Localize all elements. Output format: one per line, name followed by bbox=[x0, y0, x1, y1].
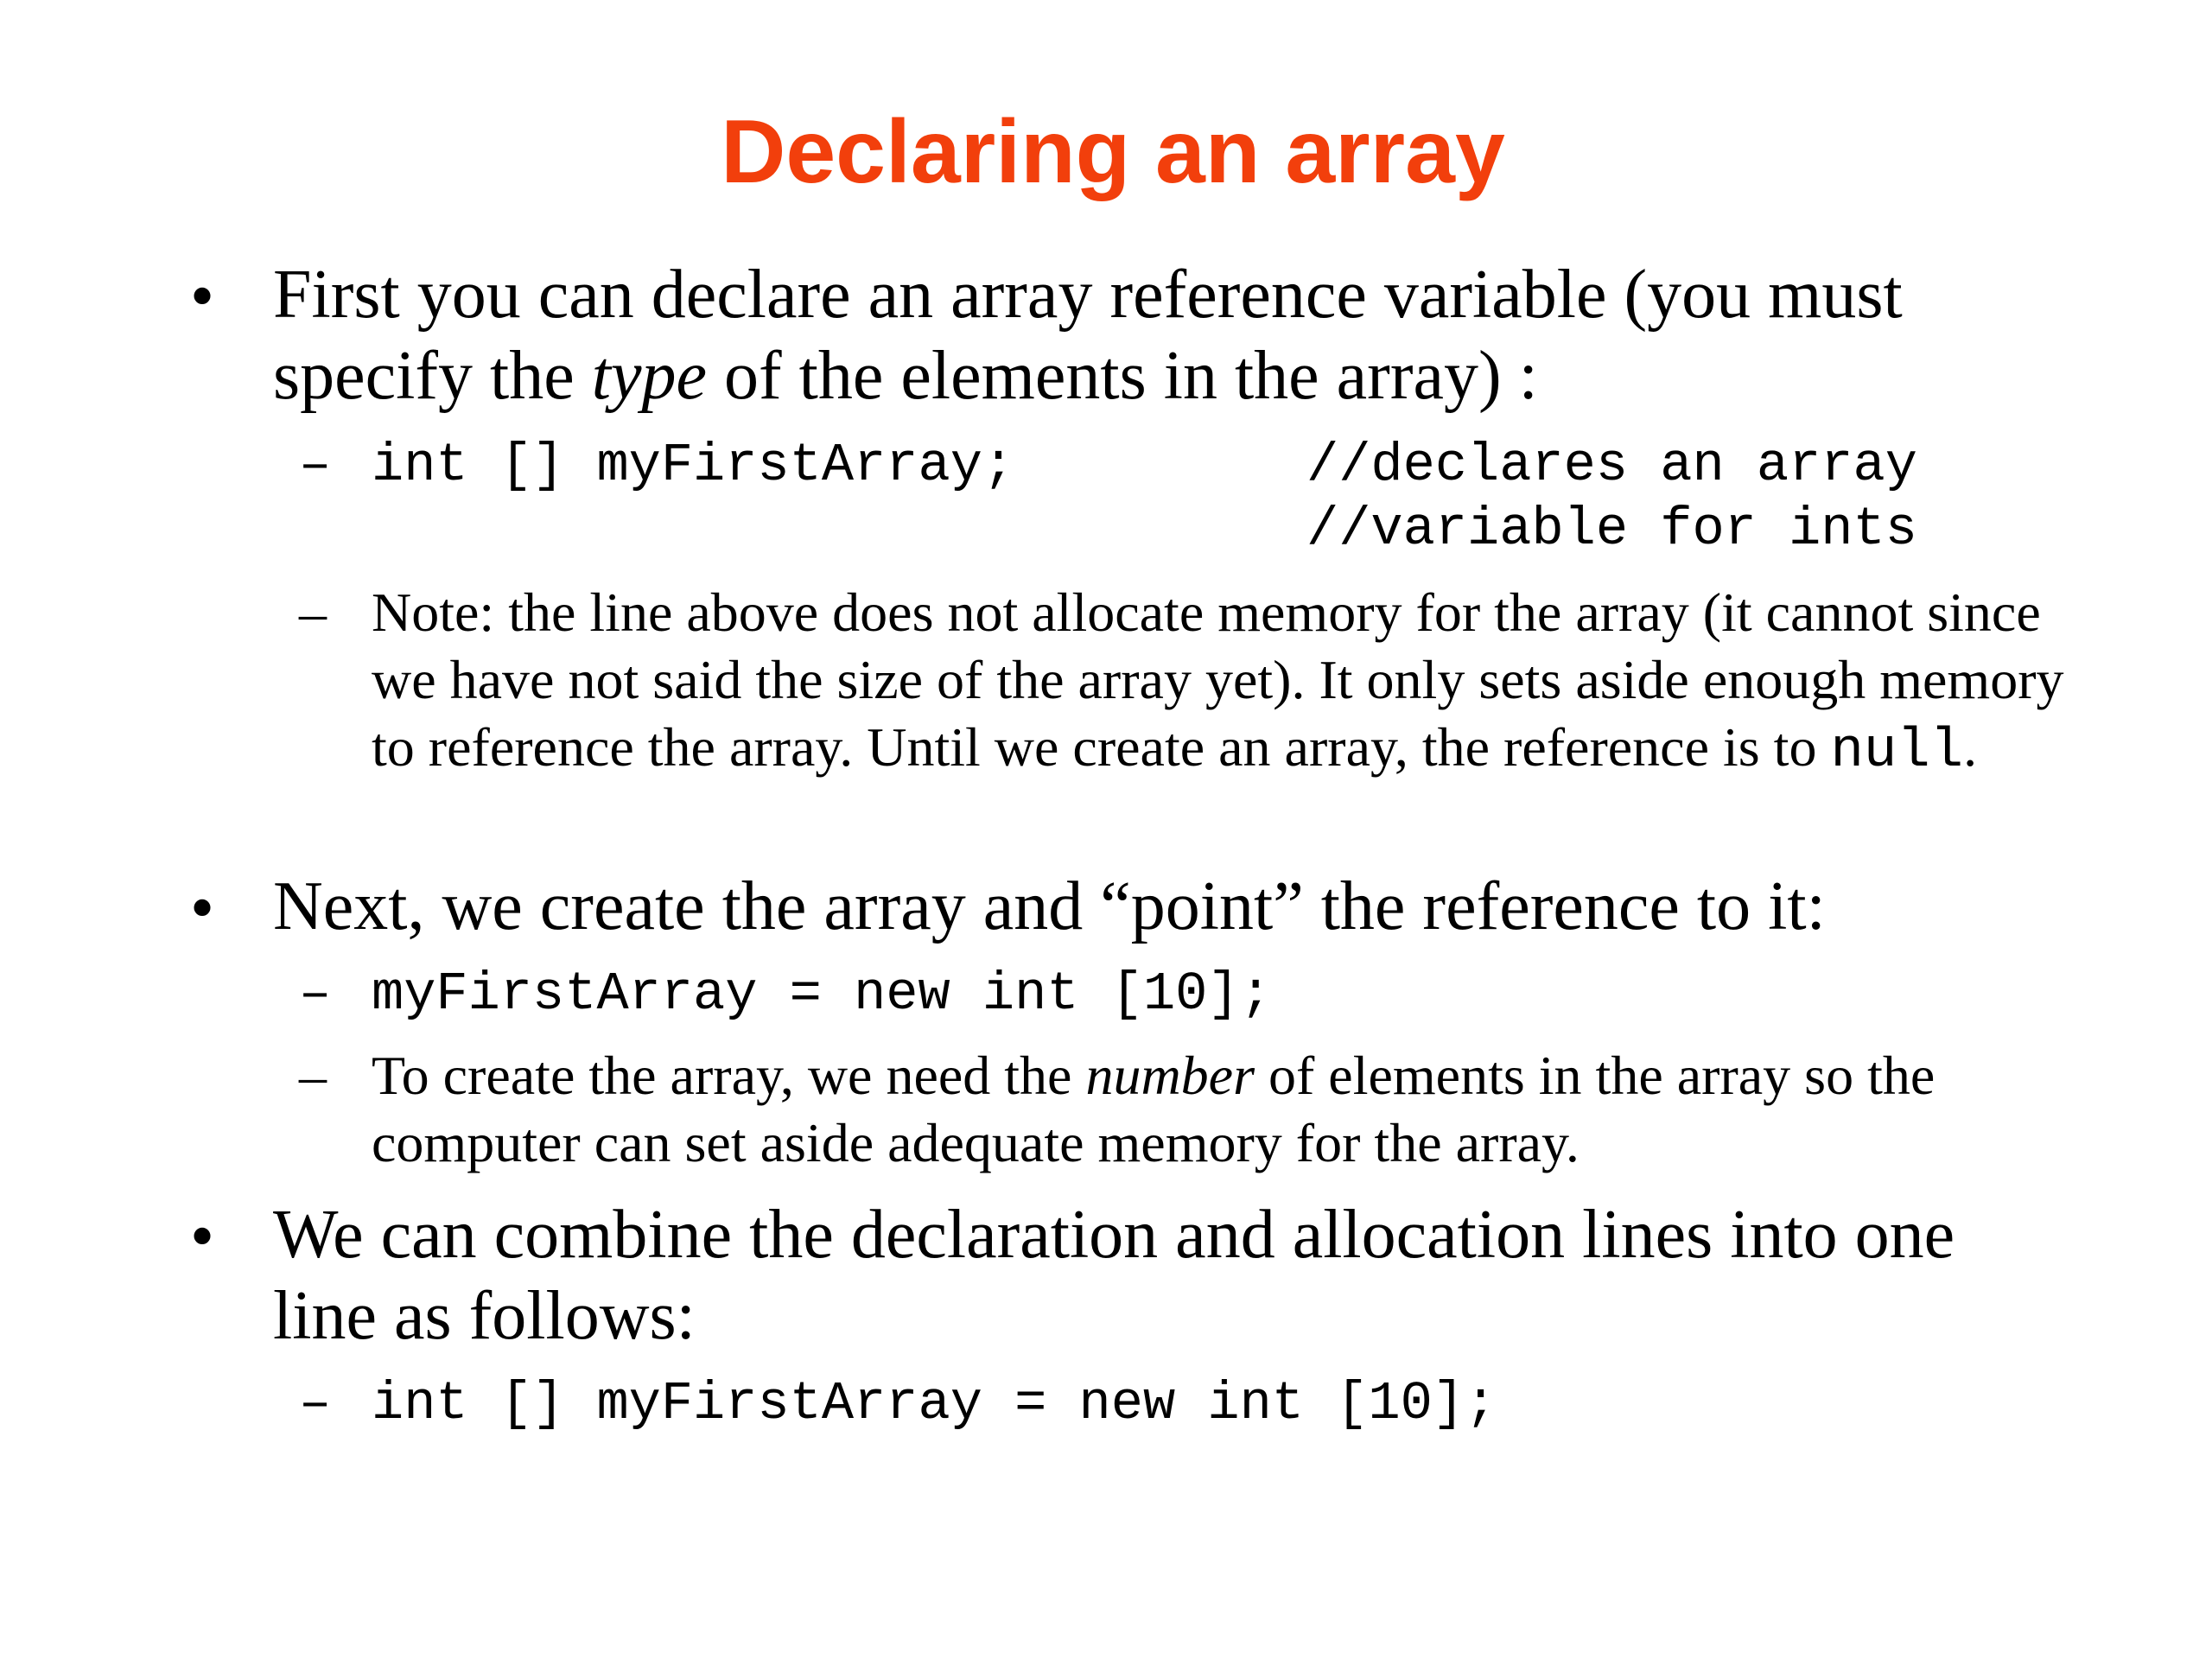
bullet-1-note-dash: – bbox=[299, 582, 327, 643]
bullet-2-note-start: To create the array, we need the bbox=[372, 1045, 1086, 1106]
bullet-3-marker: • bbox=[190, 1198, 215, 1274]
bullet-2-note-dash: – bbox=[299, 1045, 327, 1106]
slide-title: Declaring an array bbox=[721, 102, 1505, 202]
bullet-1-note-start: Note: the line above does not allocate memory for the array (it cannot since we have not said the size of the array yet). It only sets aside enough memory to reference the array. Until we create an array, the reference is to bbox=[372, 582, 2064, 778]
bullet-3-code: int [] myFirstArray = new int [10]; bbox=[372, 1373, 1497, 1434]
bullet-1-code-dash: – bbox=[299, 435, 332, 496]
bullet-1-text-end: of the elements in the array) : bbox=[707, 338, 1538, 414]
bullet-3-code-dash: – bbox=[299, 1373, 332, 1434]
bullet-1-note-end: . bbox=[1963, 716, 1978, 778]
bullet-1-text bbox=[273, 254, 2105, 416]
bullet-2-code-dash: – bbox=[299, 963, 332, 1025]
bullet-1-code-comment-2: //variable for ints bbox=[1306, 499, 1917, 560]
bullet-1-code: int [] myFirstArray; bbox=[372, 435, 1015, 496]
bullet-2-note bbox=[372, 1042, 2100, 1177]
bullet-1-code-comment-1: //declares an array bbox=[1306, 435, 1917, 496]
bullet-2-text: Next, we create the array and “point” the reference to it: bbox=[273, 868, 1826, 944]
bullet-3-text: We can combine the declaration and allocation lines into one line as follows: bbox=[273, 1197, 1955, 1354]
bullet-2-note-end: of elements in the array so the computer can set aside adequate memory for the array. bbox=[372, 1045, 1936, 1173]
bullet-2-marker: • bbox=[190, 870, 215, 946]
bullet-2-code: myFirstArray = new int [10]; bbox=[372, 963, 1272, 1025]
bullet-1-marker: • bbox=[190, 258, 215, 334]
bullet-1-text-emphasis: type bbox=[591, 338, 707, 414]
bullet-1-note-code: null bbox=[1830, 721, 1964, 783]
bullet-1-text-start: First you can declare an array reference variable (you must specify the bbox=[273, 257, 1903, 414]
bullet-1-note bbox=[372, 579, 2100, 785]
bullet-2-note-emphasis: number bbox=[1085, 1045, 1255, 1106]
